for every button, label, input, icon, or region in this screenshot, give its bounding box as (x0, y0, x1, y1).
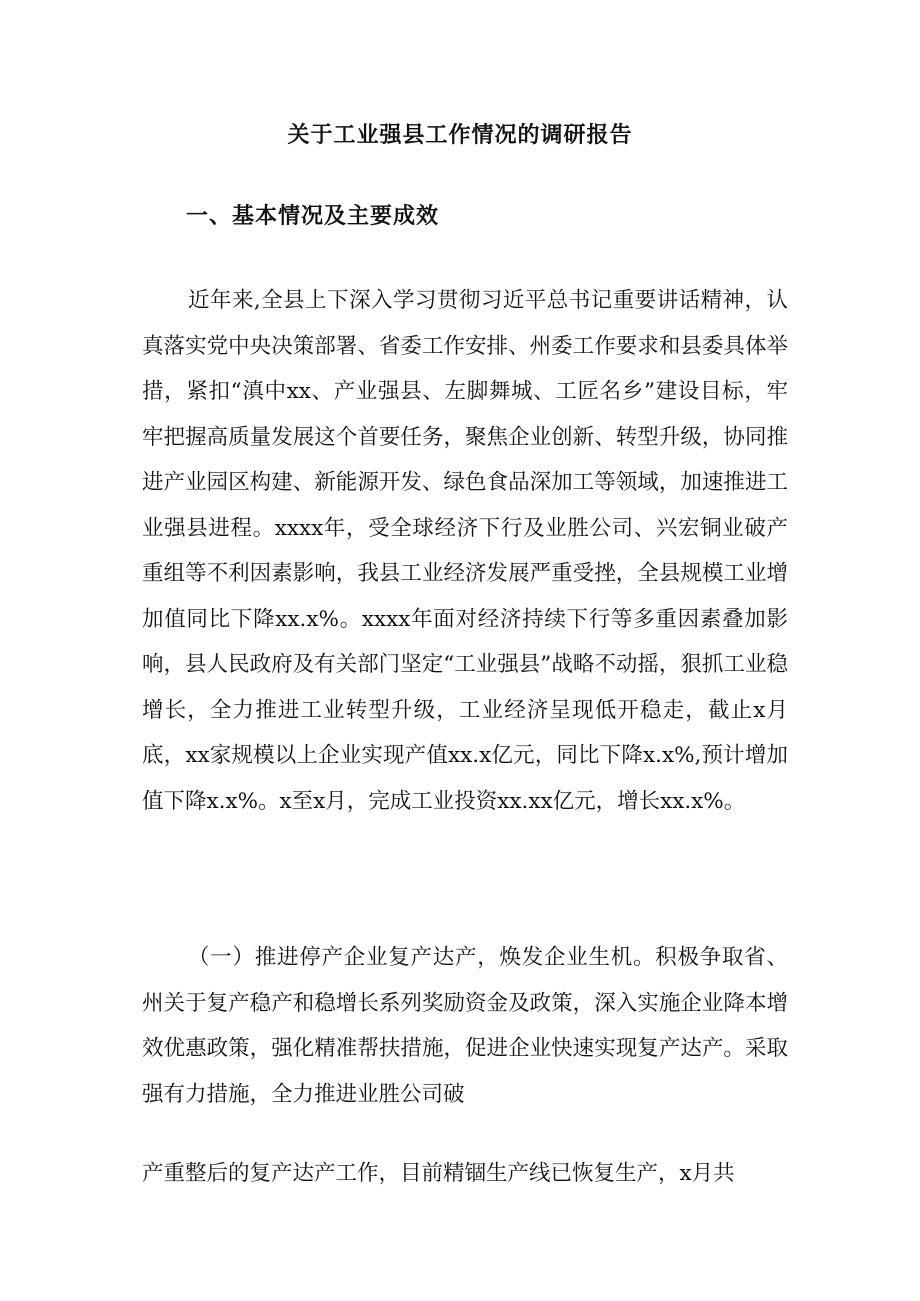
paragraph-1: 近年来,全县上下深入学习贯彻习近平总书记重要讲话精神，认真落实党中央决策部署、省委工作安排、州委工作要求和县委具体举措，紧扣“滇中xx、产业强县、左脚舞城、工匠名乡”建设目标，牢牢把握高质量发展这个首要任务，聚焦企业创新、转型升级，协同推进产业园区构建、新能源开发、绿色食品深加工等领域，加速推进工业强县进程。xxxx年，受全球经济下行及业胜公司、兴宏铜业破产重组等不利因素影响，我县工业经济发展严重受挫，全县规模工业增加值同比下降xx.x%。xxxx年面对经济持续下行等多重因素叠加影响，县人民政府及有关部门坚定“工业强县”战略不动摇，狠抓工业稳增长，全力推进工业转型升级，工业经济呈现低开稳走，截止x月底，xx家规模以上企业实现产值xx.x亿元，同比下降x.x%,预计增加值下降x.x%。x至x月，完成工业投资xx.xx亿元，增长xx.x%。 (142, 288, 788, 814)
paragraph-3: 产重整后的复产达产工作，目前精锢生产线已恢复生产，x月共 (142, 1161, 735, 1186)
document-title: 关于工业强县工作情况的调研报告 (287, 122, 633, 148)
section-heading: 一、基本情况及主要成效 (186, 203, 440, 229)
paragraph-2: （一）推进停产企业复产达产，焕发企业生机。积极争取省、州关于复产稳产和稳增长系列奖励资金及政策，深入实施企业降本增效优惠政策，强化精准帮扶措施，促进企业快速实现复产达产。采取强有力措施，全力推进业胜公司破 (142, 945, 788, 1107)
